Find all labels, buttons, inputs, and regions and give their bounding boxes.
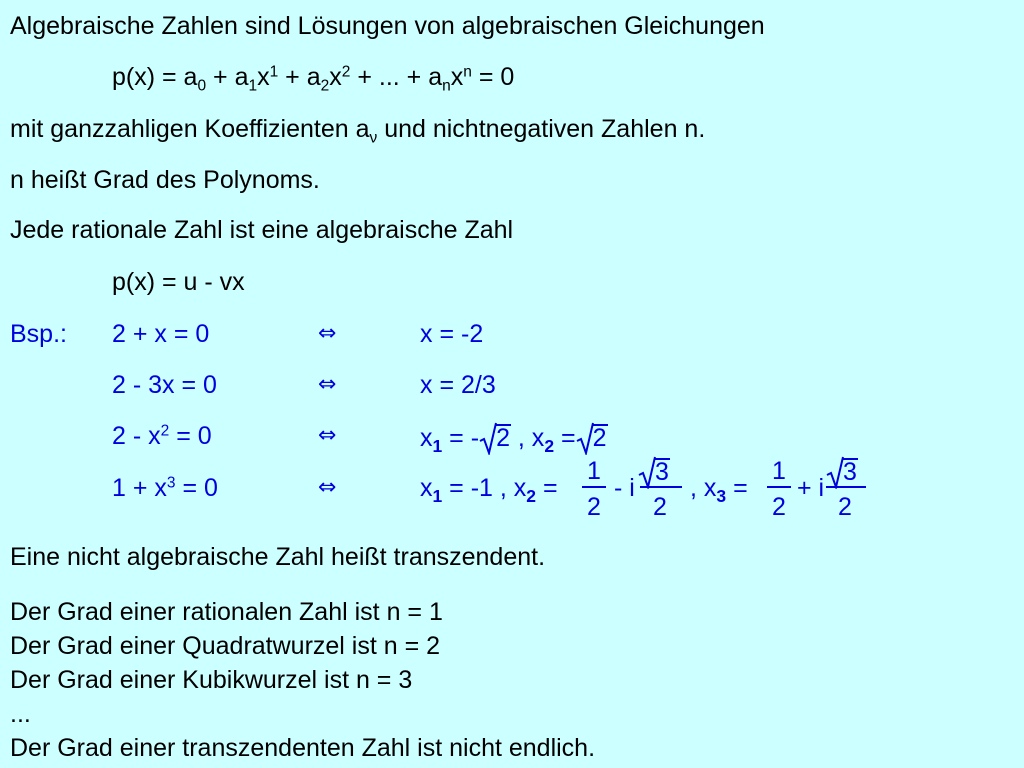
transcendent-definition: Eine nicht algebraische Zahl heißt transzendent.: [10, 543, 546, 571]
implies-icon: ⇔: [318, 423, 337, 448]
example-3-solution: $x_1$ = - 2 , $x_2$ = 2: [420, 424, 608, 451]
fraction-3-denominator: 2: [772, 493, 786, 521]
radical-sign-icon: [479, 421, 497, 455]
polynomial-formula: $p(x) = a_0 + a_1x^1 + a_2x^2$ + ... + $a_nx^n = 0$: [112, 63, 515, 95]
degree-line-1: Der Grad einer rationalen Zahl ist n = 1: [10, 598, 443, 626]
implies-icon: ⇔: [318, 475, 337, 500]
fraction-4-bar: [826, 486, 866, 488]
comma-x3: , $x_3$ =: [690, 474, 748, 507]
fraction-1-denominator: 2: [587, 493, 601, 521]
degree-line-3: Der Grad einer Kubikwurzel ist n = 3: [10, 666, 413, 694]
fraction-2-bar: [640, 486, 682, 488]
degree-definition: n heißt Grad des Polynoms.: [10, 166, 320, 194]
degree-line-ellipsis: ...: [10, 700, 31, 728]
example-1-solution: x = -2: [420, 320, 484, 348]
linear-polynomial: p(x) = u - vx: [112, 268, 245, 296]
implies-icon: ⇔: [318, 372, 337, 397]
example-1-equation: 2 + x = 0: [112, 320, 210, 348]
example-4-solution-part1: $x_1 = -1$ , $x_2$ =: [420, 474, 558, 507]
degree-line-2: Der Grad einer Quadratwurzel ist n = 2: [10, 632, 441, 660]
square-root: 2: [479, 424, 511, 451]
fraction-3-bar: [767, 486, 791, 488]
fraction-4-denominator: 2: [838, 493, 852, 521]
square-root: 2: [576, 424, 608, 451]
fraction-1-bar: [582, 486, 606, 488]
degree-line-5: Der Grad einer transzendenten Zahl ist nicht endlich.: [10, 734, 596, 762]
example-3-equation: $2 - x^2 = 0$: [112, 422, 212, 450]
fraction-1-numerator: 1: [587, 457, 601, 485]
square-root-3-a: 3: [638, 458, 670, 485]
example-2-equation: 2 - 3x = 0: [112, 371, 217, 399]
square-root-3-b: 3: [826, 458, 858, 485]
fraction-3-numerator: 1: [772, 457, 786, 485]
minus-i: - i: [614, 474, 635, 502]
example-2-solution: x = 2/3: [420, 371, 496, 399]
implies-icon: ⇔: [318, 321, 337, 346]
plus-i: + i: [797, 474, 825, 502]
rational-statement: Jede rationale Zahl ist eine algebraische Zahl: [10, 216, 514, 244]
example-4-equation: $1 + x^3 = 0$: [112, 474, 218, 502]
intro-line: Algebraische Zahlen sind Lösungen von algebraischen Gleichungen: [10, 12, 765, 40]
radical-sign-icon: [638, 455, 656, 489]
fraction-2-denominator: 2: [653, 493, 667, 521]
coefficient-line: mit ganzzahligen Koeffizienten $a_\nu$ und nichtnegativen Zahlen n.: [10, 115, 706, 147]
radical-sign-icon: [826, 455, 844, 489]
radical-sign-icon: [576, 421, 594, 455]
examples-label: Bsp.:: [10, 320, 67, 348]
nu-symbol: ν: [369, 129, 378, 147]
